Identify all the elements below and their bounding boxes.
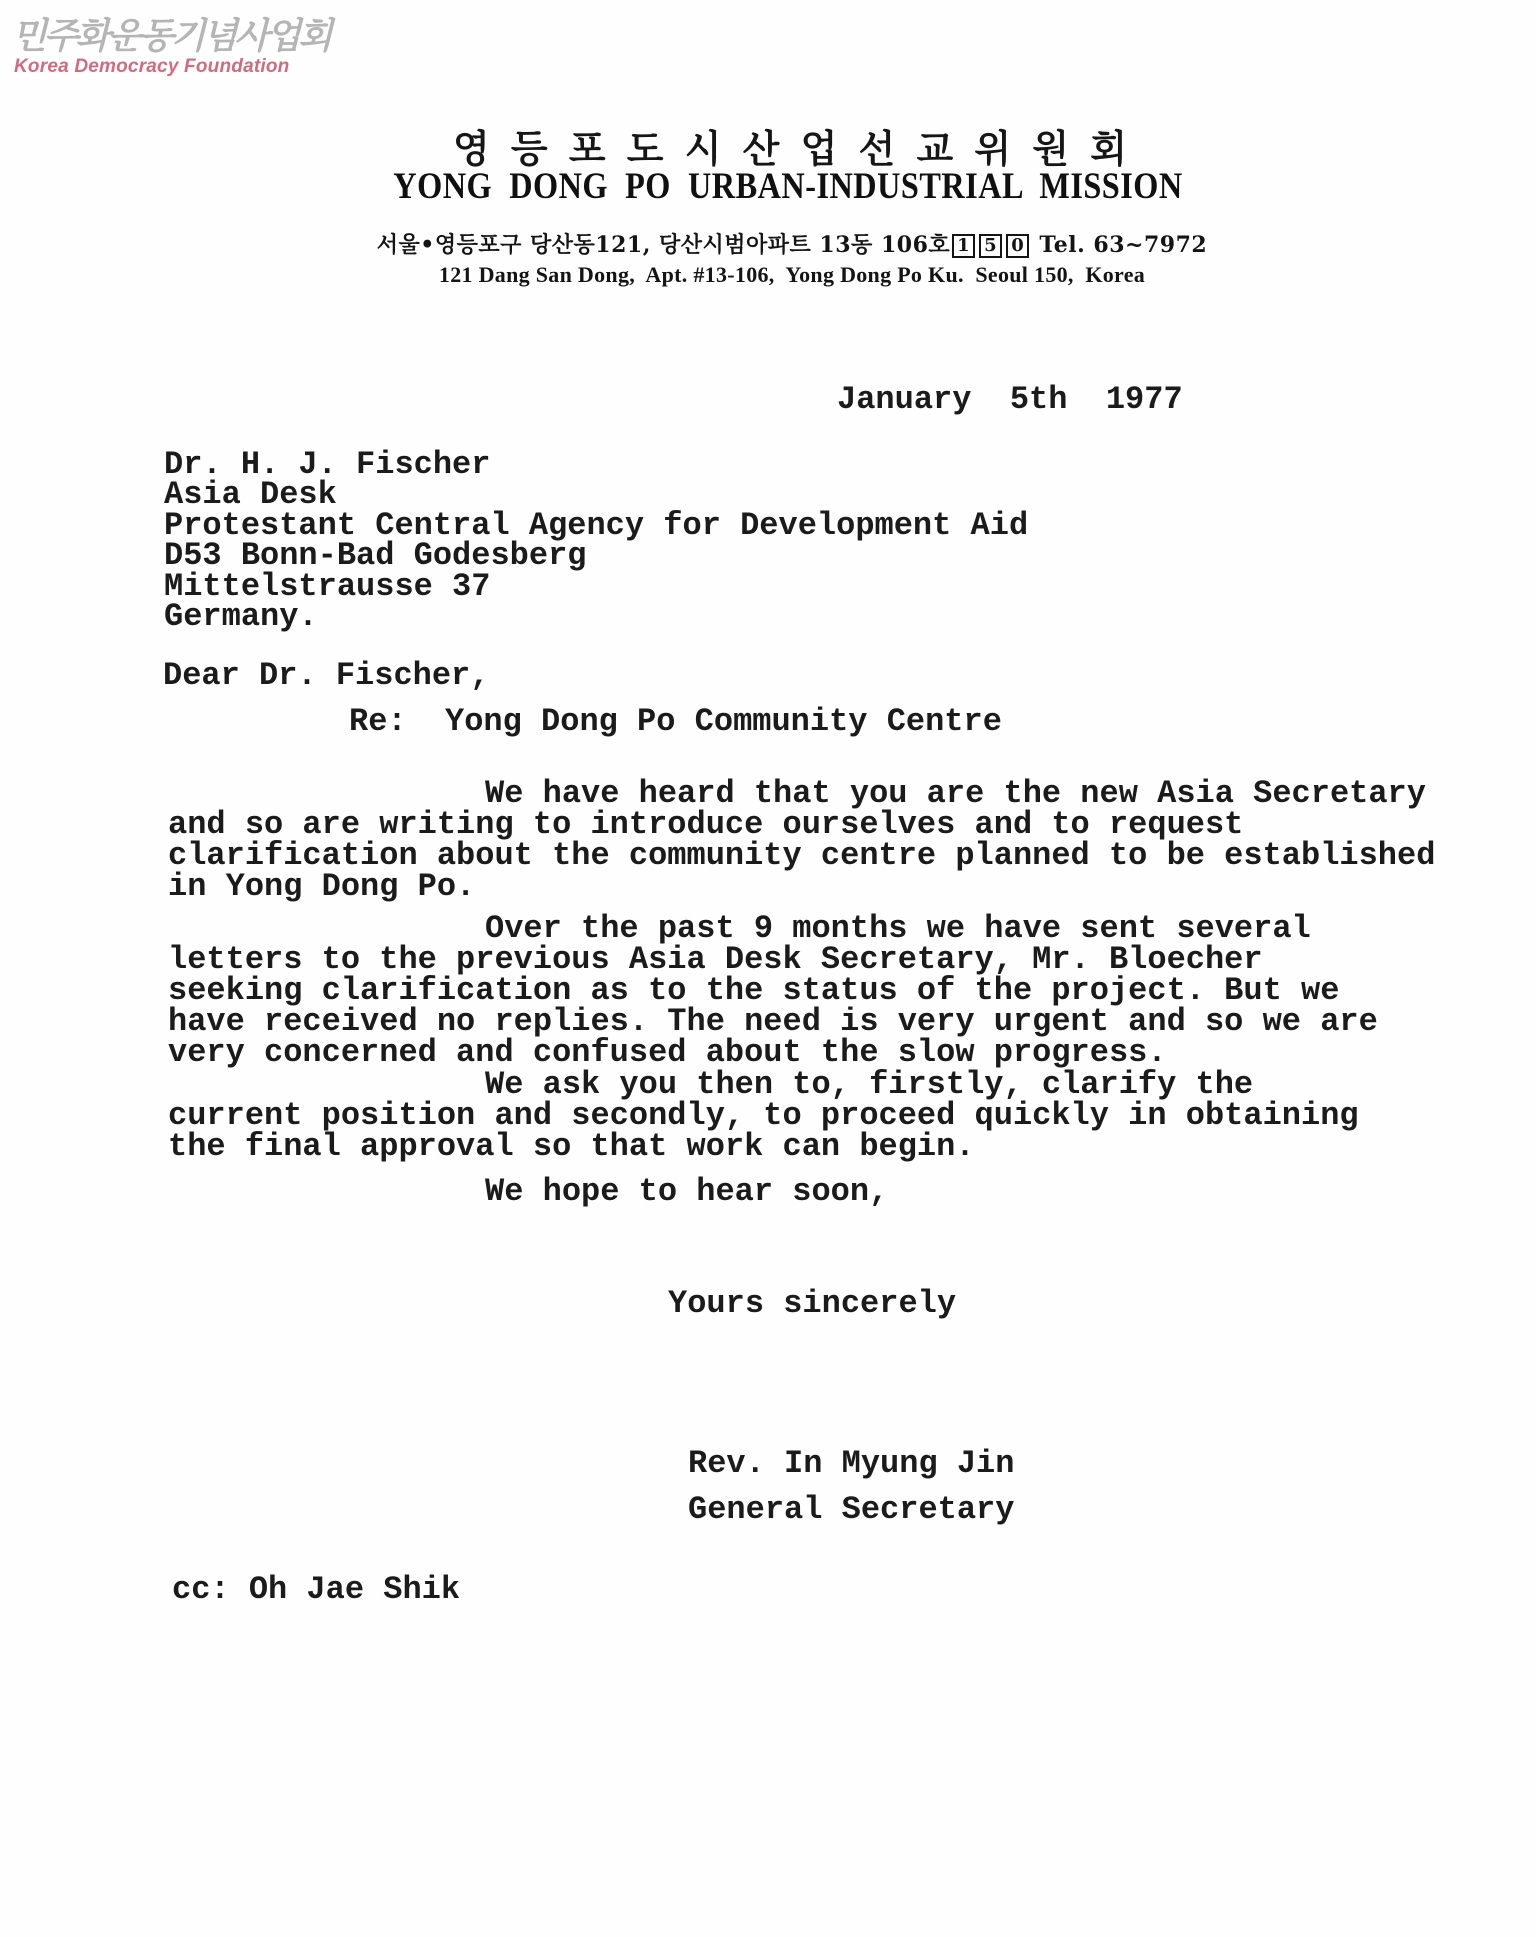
subject-line: Re: Yong Dong Po Community Centre	[349, 703, 1002, 740]
valediction: Yours sincerely	[668, 1285, 957, 1322]
text-line: have received no replies. The need is very urgent and so we are	[168, 1003, 1378, 1040]
body-paragraph-1	[168, 775, 1478, 905]
postal-code-box-digit: 0	[1006, 234, 1029, 258]
korea-democracy-foundation-korean-logo: 민주화운동기념사업회	[12, 16, 330, 57]
postal-code-box-digit: 1	[952, 234, 975, 258]
text-line: Asia Desk	[164, 476, 337, 514]
text-line: clarification about the community centre planned to be established	[168, 837, 1436, 874]
text-line: Germany.	[164, 598, 318, 636]
text-line: current position and secondly, to proceed quickly in obtaining	[168, 1097, 1359, 1134]
salutation: Dear Dr. Fischer,	[163, 657, 490, 694]
recipient-address-block	[164, 446, 1029, 636]
text-line: D53 Bonn-Bad Godesberg	[164, 537, 587, 575]
text-line: seeking clarification as to the status of the project. But we	[168, 972, 1340, 1009]
letter-date: January 5th 1977	[837, 381, 1183, 418]
signature-title: General Secretary	[688, 1491, 1015, 1528]
postal-code-boxes	[950, 232, 1031, 258]
text-line: in Yong Dong Po.	[168, 868, 476, 905]
text-line: We have heard that you are the new Asia Secretary	[485, 775, 1426, 812]
signature-name: Rev. In Myung Jin	[688, 1445, 1015, 1482]
text-line: We ask you then to, firstly, clarify the	[485, 1066, 1254, 1103]
letterhead-english-title: YONG DONG PO URBAN-INDUSTRIAL MISSION	[393, 166, 1183, 207]
text-line: Over the past 9 months we have sent several	[485, 910, 1311, 947]
body-paragraph-2	[168, 910, 1478, 1071]
text-line: Mittelstrausse 37	[164, 567, 491, 605]
korea-democracy-foundation-english-logo: Korea Democracy Foundation	[14, 56, 290, 77]
body-paragraph-3	[168, 1066, 1478, 1165]
text-line: Protestant Central Agency for Development Aid	[164, 506, 1029, 544]
body-paragraph-4	[168, 1173, 1478, 1210]
postal-code-box-digit: 5	[979, 234, 1002, 258]
cc-line: cc: Oh Jae Shik	[172, 1571, 461, 1608]
text-line: and so are writing to introduce ourselves and to request	[168, 806, 1244, 843]
letterhead-korean-address	[24, 228, 1536, 259]
letterhead-korean-title: 영 등 포 도 시 산 업 선 교 위 원 회	[452, 126, 1132, 171]
korean-address-text: 서울•영등포구 당산동121, 당산시범아파트 13동 106호	[376, 232, 951, 258]
text-line: very concerned and confused about the slow progress.	[168, 1034, 1167, 1071]
text-line: letters to the previous Asia Desk Secretary, Mr. Bloecher	[168, 941, 1263, 978]
letterhead-english-address: 121 Dang San Dong, Apt. #13-106, Yong Dong Po Ku. Seoul 150, Korea	[438, 262, 1146, 287]
telephone-number: Tel. 63~7972	[1031, 232, 1208, 258]
text-line: We hope to hear soon,	[485, 1173, 889, 1210]
text-line: the final approval so that work can begin.	[168, 1128, 975, 1165]
text-line: Dr. H. J. Fischer	[164, 446, 491, 483]
